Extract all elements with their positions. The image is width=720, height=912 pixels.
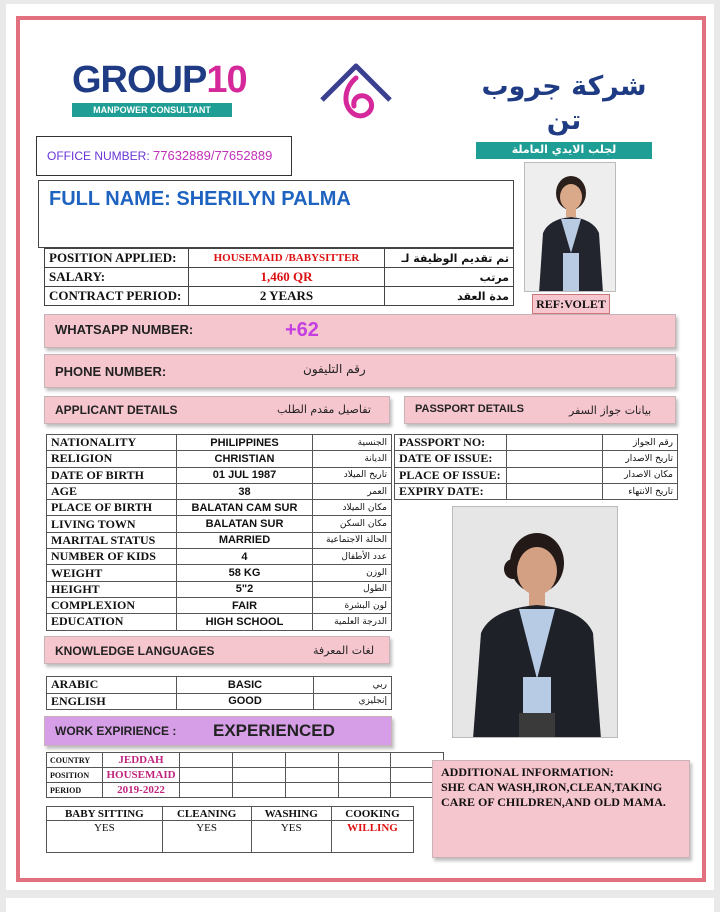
passport-detail-arabic: مكان الاصدار: [603, 467, 678, 483]
applicant-details-table: [46, 434, 392, 631]
phone-label: PHONE NUMBER:: [55, 364, 167, 379]
passport-details-label: PASSPORT DETAILS: [415, 403, 524, 415]
applicant-detail-arabic: الجنسية: [313, 435, 392, 451]
language-label: ENGLISH: [47, 693, 177, 710]
applicant-detail-label: HEIGHT: [47, 581, 177, 597]
position-value: HOUSEMAID /BABYSITTER: [189, 249, 385, 268]
applicant-detail-value: 4: [176, 549, 313, 565]
applicant-detail-value: 38: [176, 483, 313, 499]
applicant-detail-value: 01 JUL 1987: [176, 467, 313, 483]
applicant-detail-label: NATIONALITY: [47, 435, 177, 451]
table-row: [45, 287, 514, 306]
applicant-photo-small: [524, 162, 616, 292]
passport-detail-value: [507, 467, 603, 483]
applicant-detail-value: FAIR: [176, 597, 313, 613]
passport-detail-label: PLACE OF ISSUE:: [395, 467, 507, 483]
applicant-detail-label: EDUCATION: [47, 614, 177, 630]
arabic-brand-subtitle: لجلب الايدي العاملة: [476, 142, 652, 159]
position-arabic: تم تقديم الوظيفة لـ: [385, 249, 514, 268]
passport-detail-value: [507, 435, 603, 451]
experience-table: [46, 752, 444, 798]
language-level: BASIC: [177, 677, 314, 694]
applicant-detail-label: RELIGION: [47, 451, 177, 467]
contract-arabic: مدة العقد: [385, 287, 514, 306]
applicant-detail-value: PHILIPPINES: [176, 435, 313, 451]
work-experience-value: EXPERIENCED: [213, 721, 335, 740]
work-experience-label: WORK EXPIRIENCE :: [55, 724, 177, 738]
applicant-detail-label: AGE: [47, 483, 177, 499]
applicant-detail-label: DATE OF BIRTH: [47, 467, 177, 483]
applicant-detail-value: BALATAN SUR: [176, 516, 313, 532]
languages-table: [46, 676, 392, 710]
applicant-detail-arabic: الحالة الاجتماعية: [313, 532, 392, 548]
table-row: [395, 451, 678, 467]
table-row: [45, 268, 514, 287]
passport-details-table: [394, 434, 678, 500]
experience-value: HOUSEMAID: [102, 768, 180, 783]
table-row: [47, 614, 392, 630]
applicant-detail-label: WEIGHT: [47, 565, 177, 581]
salary-label: SALARY:: [45, 268, 189, 287]
table-row: [47, 768, 444, 783]
additional-information-text: SHE CAN WASH,IRON,CLEAN,TAKING CARE OF CHILDREN,AND OLD MAMA.: [441, 780, 666, 809]
passport-detail-label: DATE OF ISSUE:: [395, 451, 507, 467]
table-row: [47, 467, 392, 483]
phone-band: [44, 354, 676, 388]
house-logo-icon: [318, 60, 394, 131]
whatsapp-value: +62: [285, 319, 319, 341]
applicant-detail-arabic: تاريخ الميلاد: [313, 467, 392, 483]
table-row: [47, 581, 392, 597]
table-row: [395, 435, 678, 451]
table-row: [47, 451, 392, 467]
skills-table: [46, 806, 414, 853]
applicant-detail-arabic: الديانة: [313, 451, 392, 467]
applicant-detail-label: LIVING TOWN: [47, 516, 177, 532]
next-page-edge: [6, 898, 714, 912]
experience-value: JEDDAH: [102, 753, 180, 768]
table-row: [47, 677, 392, 694]
passport-detail-arabic: تاريخ الاصدار: [603, 451, 678, 467]
contract-value: 2 YEARS: [189, 287, 385, 306]
passport-detail-arabic: تاريخ الانتهاء: [603, 483, 678, 499]
experience-label: POSITION: [47, 768, 103, 783]
passport-detail-label: EXPIRY DATE:: [395, 483, 507, 499]
applicant-detail-label: MARITAL STATUS: [47, 532, 177, 548]
language-label: ARABIC: [47, 677, 177, 694]
applicant-photo-large: [452, 506, 618, 738]
skill-header: BABY SITTING: [47, 807, 163, 821]
language-arabic: ربي: [314, 677, 392, 694]
arabic-logo: [470, 70, 658, 159]
table-row: [47, 753, 444, 768]
brand-number: 10: [206, 59, 247, 101]
passport-details-header: [404, 396, 676, 424]
table-row: [47, 565, 392, 581]
reference-badge: REF:VOLET: [532, 294, 610, 314]
table-row: [47, 549, 392, 565]
phone-arabic: رقم التليفون: [303, 362, 366, 376]
applicant-detail-value: MARRIED: [176, 532, 313, 548]
passport-detail-value: [507, 483, 603, 499]
office-number-value: 77632889/77652889: [153, 148, 273, 163]
additional-information-box: [432, 760, 690, 858]
experience-label: PERIOD: [47, 783, 103, 798]
table-row: [47, 516, 392, 532]
applicant-details-label: APPLICANT DETAILS: [55, 403, 178, 417]
skill-value: WILLING: [331, 821, 413, 853]
work-experience-header: [44, 716, 392, 746]
arabic-brand: شركة جروب تن: [481, 71, 647, 136]
table-row: [395, 467, 678, 483]
table-row: [47, 807, 414, 821]
table-row: [47, 597, 392, 613]
table-row: [395, 483, 678, 499]
table-row: [47, 500, 392, 516]
position-label: POSITION APPLIED:: [45, 249, 189, 268]
table-row: [47, 783, 444, 798]
table-row: [47, 532, 392, 548]
applicant-detail-label: PLACE OF BIRTH: [47, 500, 177, 516]
whatsapp-band: [44, 314, 676, 348]
passport-detail-value: [507, 451, 603, 467]
applicant-detail-value: 5"2: [176, 581, 313, 597]
whatsapp-label: WHATSAPP NUMBER:: [55, 322, 194, 337]
applicant-detail-arabic: العمر: [313, 483, 392, 499]
office-number-box: [36, 136, 292, 176]
table-row: [47, 821, 414, 853]
experience-value: 2019-2022: [102, 783, 180, 798]
skill-value: YES: [162, 821, 251, 853]
applicant-detail-arabic: الوزن: [313, 565, 392, 581]
knowledge-languages-header: [44, 636, 390, 664]
applicant-detail-value: 58 KG: [176, 565, 313, 581]
passport-detail-label: PASSPORT NO:: [395, 435, 507, 451]
contract-label: CONTRACT PERIOD:: [45, 287, 189, 306]
applicant-detail-value: BALATAN CAM SUR: [176, 500, 313, 516]
brand-subtitle: MANPOWER CONSULTANT: [72, 103, 232, 117]
experience-label: COUNTRY: [47, 753, 103, 768]
office-number-label: OFFICE NUMBER:: [47, 149, 150, 163]
language-level: GOOD: [177, 693, 314, 710]
group10-logo: [72, 59, 247, 117]
brand-main: GROUP: [72, 59, 207, 101]
skill-header: WASHING: [251, 807, 331, 821]
knowledge-languages-label: KNOWLEDGE LANGUAGES: [55, 644, 215, 658]
skill-value: YES: [251, 821, 331, 853]
skill-header: CLEANING: [162, 807, 251, 821]
applicant-detail-label: COMPLEXION: [47, 597, 177, 613]
table-row: [45, 249, 514, 268]
applicant-detail-value: CHRISTIAN: [176, 451, 313, 467]
passport-detail-arabic: رقم الجواز: [603, 435, 678, 451]
applicant-detail-arabic: الدرجة العلمية: [313, 614, 392, 630]
applicant-detail-arabic: مكان السكن: [313, 516, 392, 532]
full-name: FULL NAME: SHERILYN PALMA: [38, 180, 514, 248]
skill-value: YES: [47, 821, 163, 853]
passport-details-arabic: بيانات جواز السفر: [569, 404, 652, 417]
applicant-detail-arabic: الطول: [313, 581, 392, 597]
applicant-detail-arabic: عدد الأطفال: [313, 549, 392, 565]
knowledge-languages-arabic: لغات المعرفة: [313, 644, 375, 657]
position-table: [44, 248, 514, 306]
applicant-detail-value: HIGH SCHOOL: [176, 614, 313, 630]
applicant-detail-arabic: لون البشرة: [313, 597, 392, 613]
applicant-details-header: [44, 396, 390, 424]
table-row: [47, 435, 392, 451]
language-arabic: إنجليزي: [314, 693, 392, 710]
salary-arabic: مرتب: [385, 268, 514, 287]
table-row: [47, 693, 392, 710]
skill-header: COOKING: [331, 807, 413, 821]
applicant-detail-arabic: مكان الميلاد: [313, 500, 392, 516]
additional-information-title: ADDITIONAL INFORMATION:: [441, 765, 614, 779]
table-row: [47, 483, 392, 499]
applicant-detail-label: NUMBER OF KIDS: [47, 549, 177, 565]
applicant-details-arabic: تفاصيل مقدم الطلب: [277, 403, 371, 416]
salary-value: 1,460 QR: [189, 268, 385, 287]
